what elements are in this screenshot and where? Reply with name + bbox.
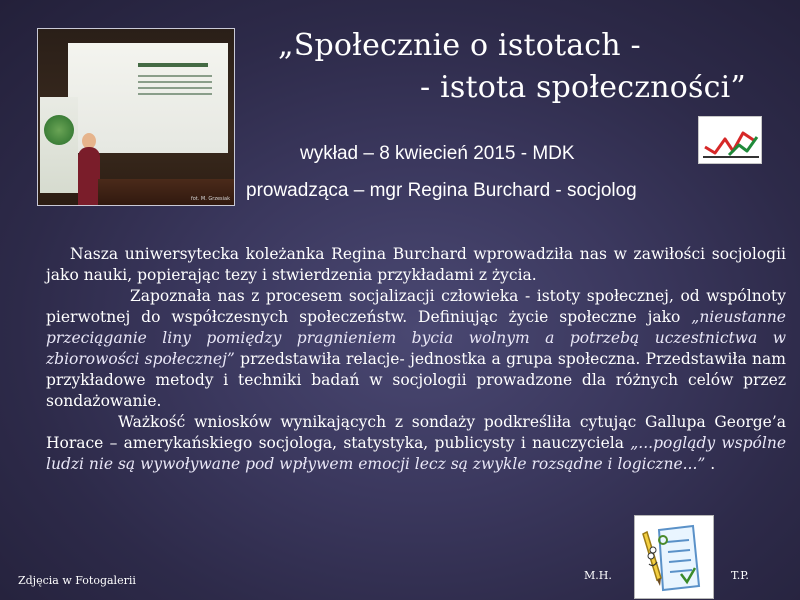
paragraph-3 — [46, 412, 786, 475]
signature-left: M.H. — [584, 569, 612, 582]
screen-text-line — [138, 93, 212, 95]
signature-right: T.P. — [731, 569, 749, 582]
paragraph-3-quote: „...poglądy wspólne ludzi nie są wywoływane pod wpływem emocji lecz są zwykle rozsądne i logiczne...” — [46, 434, 786, 473]
photo-credit: fot. M. Grzesiak — [190, 196, 230, 202]
paragraph-1: Nasza uniwersytecka koleżanka Regina Burchard wprowadziła nas w zawiłości socjologii jako nauki, popierając tezy i stwierdzenia przykładami z życia. — [46, 245, 786, 284]
tree-graphic — [44, 115, 74, 145]
screen-text-line — [138, 87, 212, 89]
paragraph-3-text-b: . — [705, 455, 716, 473]
lecture-photo — [37, 28, 235, 206]
screen-title-mark — [138, 63, 208, 67]
paragraph-3-text-a: Ważkość wniosków wynikających z sondaży podkreśliła cytując Gallupa George’a Horace – amerykańskiego socjologa, statystyka, publicysty i nauczyciela — [46, 413, 786, 452]
screen-text-line — [138, 75, 212, 77]
article-body — [46, 244, 786, 475]
paragraph-2-text-a: Zapoznała nas z procesem socjalizacji człowieka - istoty społecznej, od wspólnoty pierwotnej do współczesnych społeczeństw. Definiując życie społeczne jako — [46, 287, 786, 326]
event-speaker: prowadząca – mgr Regina Burchard - socjolog — [246, 180, 637, 201]
title-line-2: - istota społeczności” — [420, 70, 746, 105]
chart-logo-icon — [698, 116, 762, 164]
paragraph-2-quote: „nieustanne przeciąganie liny pomiędzy pragnieniem bycia wolnym a potrzebą uczestnictwa w zbiorowości społecznej” — [46, 308, 786, 368]
screen-text-line — [138, 81, 212, 83]
pencil-checklist-icon — [634, 515, 714, 599]
paragraph-2 — [46, 286, 786, 412]
gallery-link[interactable]: Zdjęcia w Fotogalerii — [18, 574, 136, 587]
speaker-figure — [78, 147, 100, 206]
title-line-1: „Społecznie o istotach - — [278, 28, 641, 63]
rollup-banner — [40, 97, 78, 193]
event-date: wykład – 8 kwiecień 2015 - MDK — [300, 143, 575, 164]
paragraph-2-text-b: przedstawiła relacje- jednostka a grupa społeczna. Przedstawiła nam przykładowe metody i techniki badań w socjologii prowadzone dla różnych celów przez sondażowanie. — [46, 350, 786, 410]
